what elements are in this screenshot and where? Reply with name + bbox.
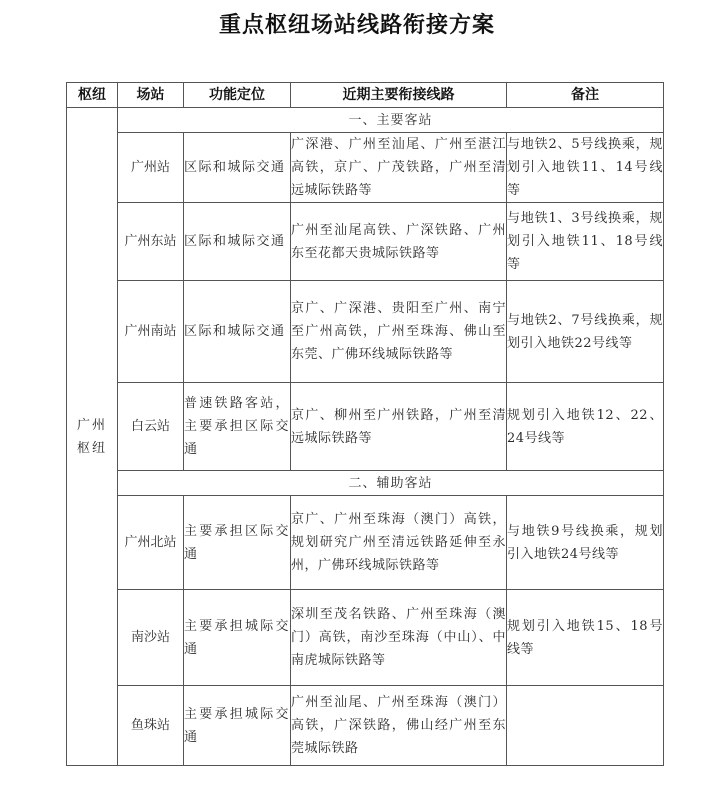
connecting-lines: 京广、广州至珠海（澳门）高铁，规划研究广州至清远铁路延伸至永州，广佛环线城际铁路等	[291, 496, 507, 590]
table-row	[67, 590, 664, 686]
table-row	[67, 496, 664, 590]
connecting-lines: 京广、柳州至广州铁路，广州至清远城际铁路等	[291, 383, 507, 471]
station-name: 广州东站	[118, 203, 184, 281]
station-function: 区际和城际交通	[184, 281, 291, 383]
connecting-lines: 深圳至茂名铁路、广州至珠海（澳门）高铁，南沙至珠海（中山）、中南虎城际铁路等	[291, 590, 507, 686]
station-function: 普速铁路客站，主要承担区际交通	[184, 383, 291, 471]
station-name: 南沙站	[118, 590, 184, 686]
station-name: 鱼珠站	[118, 686, 184, 766]
hub-station-table	[66, 82, 664, 766]
remarks: 规划引入地铁12、22、24号线等	[507, 383, 664, 471]
header-hub: 枢纽	[67, 83, 118, 108]
connecting-lines: 京广、广深港、贵阳至广州、南宁至广州高铁，广州至珠海、佛山至东莞、广佛环线城际铁路等	[291, 281, 507, 383]
section-row	[67, 108, 664, 133]
remarks: 与地铁2、5号线换乘，规划引入地铁11、14号线等	[507, 133, 664, 203]
station-name: 广州北站	[118, 496, 184, 590]
station-function: 区际和城际交通	[184, 133, 291, 203]
header-station: 场站	[118, 83, 184, 108]
remarks: 与地铁2、7号线换乘，规划引入地铁22号线等	[507, 281, 664, 383]
connecting-lines: 广州至汕尾高铁、广深铁路、广州东至花都天贵城际铁路等	[291, 203, 507, 281]
table-row	[67, 383, 664, 471]
header-function: 功能定位	[184, 83, 291, 108]
header-notes: 备注	[507, 83, 664, 108]
section-label: 一、主要客站	[118, 108, 664, 133]
station-function: 主要承担城际交通	[184, 686, 291, 766]
section-row	[67, 471, 664, 496]
station-function: 区际和城际交通	[184, 203, 291, 281]
header-lines: 近期主要衔接线路	[291, 83, 507, 108]
station-name: 白云站	[118, 383, 184, 471]
table-row	[67, 281, 664, 383]
connecting-lines: 广州至汕尾、广州至珠海（澳门）高铁，广深铁路，佛山经广州至东莞城际铁路	[291, 686, 507, 766]
station-name: 广州站	[118, 133, 184, 203]
connecting-lines: 广深港、广州至汕尾、广州至湛江高铁，京广、广茂铁路，广州至清远城际铁路等	[291, 133, 507, 203]
remarks: 与地铁9号线换乘，规划引入地铁24号线等	[507, 496, 664, 590]
station-function: 主要承担区际交通	[184, 496, 291, 590]
remarks: 与地铁1、3号线换乘，规划引入地铁11、18号线等	[507, 203, 664, 281]
station-function: 主要承担城际交通	[184, 590, 291, 686]
station-name: 广州南站	[118, 281, 184, 383]
table-row	[67, 686, 664, 766]
table-row	[67, 133, 664, 203]
hub-cell	[67, 108, 118, 766]
page-title: 重点枢纽场站线路衔接方案	[218, 13, 495, 38]
table-row	[67, 203, 664, 281]
hub-name: 广州 枢纽	[76, 417, 107, 456]
remarks	[507, 686, 664, 766]
section-label: 二、辅助客站	[118, 471, 664, 496]
remarks: 规划引入地铁15、18号线等	[507, 590, 664, 686]
table-header-row	[67, 83, 664, 108]
